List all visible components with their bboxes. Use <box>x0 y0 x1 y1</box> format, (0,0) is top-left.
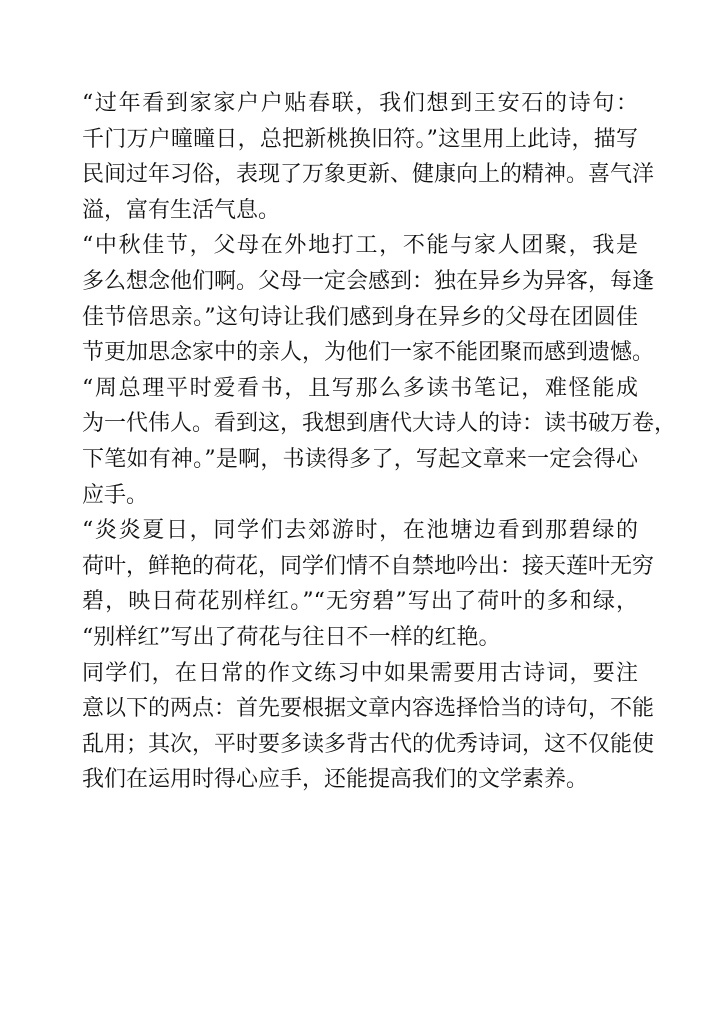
paragraph-spring-festival <box>82 86 655 228</box>
paragraph-mid-autumn <box>82 228 655 370</box>
text-line: “炎炎夏日，同学们去郊游时，在池塘边看到那碧绿的 <box>82 518 638 544</box>
text-line: “过年看到家家户户贴春联，我们想到王安石的诗句： <box>82 91 638 116</box>
paragraph-premier-zhou <box>82 371 677 513</box>
text-line: 多么想念他们啊。父母一定会感到：独在异乡为异客，每逢 <box>82 268 655 294</box>
text-line: 意以下的两点：首先要根据文章内容选择恰当的诗句，不能 <box>82 696 655 722</box>
text-line: 千门万户曈曈日，总把新桃换旧符。”这里用上此诗，描写 <box>82 126 638 152</box>
text-line: 下笔如有神。”是啊，书读得多了，写起文章来一定会得心 <box>82 446 638 472</box>
text-line: 为一代伟人。看到这，我想到唐代大诗人的诗：读书破万卷， <box>82 411 677 437</box>
text-line: 民间过年习俗，表现了万象更新、健康向上的精神。喜气洋 <box>82 162 655 188</box>
text-line: 乱用；其次，平时要多读多背古代的优秀诗词，这不仅能使 <box>82 731 655 757</box>
text-line: 同学们，在日常的作文练习中如果需要用古诗词，要注 <box>82 660 638 686</box>
text-line: “别样红”写出了荷花与往日不一样的红艳。 <box>82 624 501 650</box>
text-line: 溢，富有生活气息。 <box>82 197 281 223</box>
text-line: 我们在运用时得心应手，还能提高我们的文学素养。 <box>82 767 589 793</box>
text-line: 荷叶，鲜艳的荷花，同学们情不自禁地吟出：接天莲叶无穷 <box>82 553 655 579</box>
paragraph-conclusion <box>82 656 655 798</box>
text-line: 佳节倍思亲。”这句诗让我们感到身在异乡的父母在团圆佳 <box>82 304 638 330</box>
text-line: 应手。 <box>82 482 149 508</box>
article-body <box>82 86 677 798</box>
text-line: “中秋佳节，父母在外地打工，不能与家人团聚，我是 <box>82 233 638 259</box>
paragraph-summer-lotus <box>82 513 655 655</box>
text-line: “周总理平时爱看书，且写那么多读书笔记，难怪能成 <box>82 375 638 401</box>
text-line: 节更加思念家中的亲人，为他们一家不能团聚而感到遗憾。 <box>82 340 655 366</box>
text-line: 碧，映日荷花别样红。”“无穷碧”写出了荷叶的多和绿， <box>82 589 638 615</box>
